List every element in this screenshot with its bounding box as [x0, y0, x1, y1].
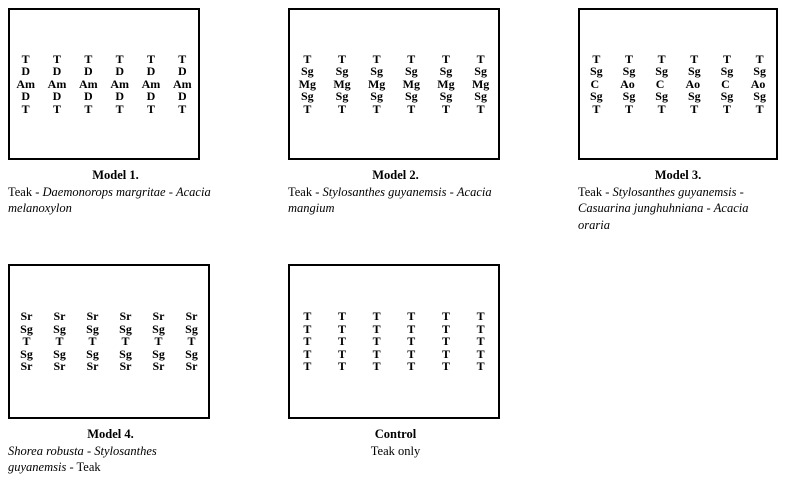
plot-cell: T	[722, 51, 731, 66]
plot-cell: T	[303, 346, 312, 361]
plot-cell: Am	[141, 76, 161, 91]
plot-cell: Mg	[471, 76, 490, 91]
plot-cell: D	[83, 64, 93, 79]
plot-cell: T	[657, 51, 666, 66]
plot-cell: C	[590, 76, 600, 91]
plot-cell: T	[441, 101, 450, 116]
plot-cell: Sg	[404, 89, 418, 104]
plot-cell: Am	[172, 76, 192, 91]
species-fragment: -	[83, 443, 95, 458]
plot-cell: Ao	[750, 76, 766, 91]
plot-cell: T	[592, 101, 601, 116]
species-fragment: Stylosanthes guyanemsis	[322, 184, 447, 199]
plot-cell: Mg	[333, 76, 351, 91]
plot-cell: Mg	[367, 76, 386, 91]
panel-model1	[8, 8, 223, 217]
panel-model4	[8, 264, 213, 476]
plot-cell: Sr	[119, 359, 132, 374]
plot-cell: T	[303, 334, 312, 349]
plot-cell: T	[372, 359, 381, 374]
plot-cell: Sg	[439, 89, 453, 104]
plot-cell: T	[755, 51, 764, 66]
plot-cell: T	[154, 334, 163, 349]
plot-row	[580, 53, 776, 66]
plot-cell: T	[52, 101, 61, 116]
plot-cell: Sg	[589, 64, 603, 79]
plot-cell: Sr	[86, 359, 99, 374]
plot-cell: D	[52, 64, 62, 79]
plot-cell: T	[84, 51, 93, 66]
plot-layout-control	[288, 264, 500, 419]
plot-row	[580, 78, 776, 91]
plot-cell: D	[177, 89, 187, 104]
plot-cell: Sg	[119, 346, 132, 361]
plot-cell: T	[337, 334, 346, 349]
plot-cell: C	[721, 76, 730, 91]
plot-cell: T	[372, 321, 381, 336]
plot-cell: T	[121, 334, 130, 349]
plot-cell: Sg	[53, 346, 66, 361]
plot-cell: T	[303, 321, 312, 336]
plot-cell: Sr	[86, 309, 99, 324]
panel-caption-model3	[578, 167, 778, 233]
plot-cell: T	[592, 51, 601, 66]
species-fragment: Teak -	[578, 184, 613, 199]
plot-cell: Sg	[753, 89, 766, 104]
panel-title-model4: Model 4.	[87, 427, 134, 441]
plot-cell: T	[337, 359, 346, 374]
plot-cell: T	[476, 51, 485, 66]
plot-cell: T	[115, 51, 124, 66]
plot-row	[290, 310, 498, 323]
plot-row	[10, 65, 198, 78]
plot-cell: Sr	[20, 309, 33, 324]
plot-cell: T	[476, 334, 485, 349]
plot-cell: T	[372, 101, 381, 116]
species-fragment: Teak -	[8, 184, 43, 199]
plot-cell: T	[690, 51, 699, 66]
species-fragment: Casuarina junghuhniana	[578, 201, 704, 215]
species-fragment: Acacia mangium	[288, 184, 492, 215]
plot-cell: Mg	[402, 76, 420, 91]
plot-cell: T	[476, 309, 485, 324]
panel-species-model2	[288, 184, 503, 217]
plot-cell: D	[115, 89, 124, 104]
plot-cell: T	[55, 334, 64, 349]
plot-cell: Sg	[439, 64, 453, 79]
plot-layout-model3	[578, 8, 778, 160]
plot-cell: Sg	[622, 64, 636, 79]
plot-cell: D	[146, 89, 156, 104]
plot-row	[10, 335, 208, 348]
plot-row	[290, 335, 498, 348]
plot-cell: T	[21, 101, 30, 116]
plot-row	[580, 90, 776, 103]
plot-cell: D	[146, 64, 156, 79]
panel-species-model4	[8, 443, 213, 476]
plot-layout-model1	[8, 8, 200, 160]
plot-cell: T	[52, 51, 61, 66]
plot-cell: T	[755, 101, 764, 116]
plot-cell: T	[337, 321, 346, 336]
plot-cell: T	[303, 101, 312, 116]
plot-cell: Sr	[185, 309, 198, 324]
plot-cell: Sg	[185, 321, 198, 336]
plot-cell: Sg	[370, 89, 383, 104]
panel-model3	[578, 8, 778, 233]
plot-row	[10, 348, 208, 361]
plot-row	[290, 323, 498, 336]
plot-cell: Am	[78, 76, 98, 91]
plot-row	[290, 360, 498, 373]
plot-cell: Mg	[298, 76, 316, 91]
plot-cell: T	[187, 334, 196, 349]
plot-row	[10, 90, 198, 103]
panel-species-control	[288, 443, 503, 460]
plot-row	[290, 78, 498, 91]
species-fragment: -	[703, 201, 714, 215]
plot-cell: Ao	[685, 76, 701, 91]
plot-cell: T	[407, 309, 416, 324]
plot-cell: T	[303, 51, 312, 66]
plot-cell: Ao	[620, 76, 635, 91]
plot-cell: T	[372, 309, 381, 324]
plot-cell: T	[441, 346, 450, 361]
plot-cell: T	[441, 321, 450, 336]
panel-title-model1: Model 1.	[92, 168, 139, 182]
plot-cell: Sg	[152, 346, 165, 361]
plot-cell: Sg	[622, 89, 636, 104]
plot-cell: T	[624, 101, 633, 116]
plot-layout-model4	[8, 264, 210, 419]
panel-caption-model4	[8, 426, 213, 476]
plot-cell: T	[441, 334, 450, 349]
plot-cell: T	[690, 101, 699, 116]
panel-model2	[288, 8, 503, 217]
plot-cell: Sg	[687, 89, 701, 104]
species-fragment: Stylosanthes guyanemsis	[612, 184, 737, 199]
plot-cell: D	[21, 89, 30, 104]
plot-row	[10, 360, 208, 373]
species-fragment: Acacia melanoxylon	[8, 184, 211, 215]
plot-cell: Sr	[20, 359, 33, 374]
plot-cell: Sg	[474, 89, 487, 104]
plot-cell: T	[407, 334, 416, 349]
plot-cell: Sg	[720, 64, 734, 79]
plot-cell: T	[178, 101, 187, 116]
panel-control	[288, 264, 503, 459]
species-fragment: -	[446, 184, 457, 199]
species-fragment: Acacia oraria	[578, 201, 749, 232]
plot-cell: T	[372, 346, 381, 361]
plot-cell: Sg	[335, 89, 349, 104]
plot-cell: T	[407, 51, 416, 66]
plot-row	[290, 103, 498, 116]
plot-cell: Sr	[119, 309, 132, 324]
plot-cell: Sg	[300, 89, 314, 104]
plot-cell: T	[407, 321, 416, 336]
plot-cell: Sg	[119, 321, 132, 336]
plot-cell: T	[476, 101, 485, 116]
panel-caption-model2	[288, 167, 503, 217]
plot-cell: Sr	[53, 359, 66, 374]
plot-row	[290, 348, 498, 361]
plot-cell: Sg	[20, 346, 33, 361]
plot-cell: Sg	[474, 64, 487, 79]
plot-cell: D	[177, 64, 187, 79]
plot-row	[290, 90, 498, 103]
plot-cell: T	[407, 346, 416, 361]
plot-cell: T	[624, 51, 633, 66]
plot-cell: T	[88, 334, 97, 349]
plot-cell: T	[407, 359, 416, 374]
species-fragment: Stylosanthes guyanemsis	[8, 443, 157, 474]
plot-cell: Sg	[589, 89, 603, 104]
plot-cell: D	[83, 89, 93, 104]
plot-cell: Sg	[53, 321, 66, 336]
plot-cell: T	[476, 359, 485, 374]
plot-cell: Sr	[152, 309, 165, 324]
plot-cell: T	[372, 334, 381, 349]
plot-cell: T	[178, 51, 187, 66]
species-fragment: -	[165, 184, 176, 199]
panel-species-model1	[8, 184, 223, 217]
plot-cell: Mg	[437, 76, 455, 91]
plot-cell: T	[337, 346, 346, 361]
plot-cell: Sg	[687, 64, 701, 79]
plot-cell: D	[52, 89, 62, 104]
panel-title-model2: Model 2.	[372, 168, 419, 182]
plot-row	[10, 53, 198, 66]
plot-cell: Sg	[655, 64, 668, 79]
plot-cell: T	[372, 51, 381, 66]
plot-cell: D	[21, 64, 30, 79]
panel-title-control: Control	[374, 427, 417, 441]
plot-row	[580, 65, 776, 78]
plot-cell: Sr	[152, 359, 165, 374]
plot-cell: C	[655, 76, 665, 91]
plot-cell: T	[84, 101, 93, 116]
plot-cell: T	[115, 101, 124, 116]
plot-cell: T	[657, 101, 666, 116]
plot-row	[10, 323, 208, 336]
plot-cell: Sg	[370, 64, 383, 79]
plot-cell: T	[441, 359, 450, 374]
plot-row	[10, 310, 208, 323]
plot-cell: Sg	[753, 64, 766, 79]
plot-cell: Sr	[185, 359, 198, 374]
species-fragment: Teak only	[370, 443, 421, 458]
plot-cell: Sg	[300, 64, 314, 79]
plot-row	[580, 103, 776, 116]
plot-cell: T	[476, 346, 485, 361]
plot-cell: T	[303, 359, 312, 374]
species-fragment: Daemonorops margritae	[42, 184, 166, 199]
species-fragment: - Teak	[66, 460, 101, 474]
plot-cell: T	[22, 334, 31, 349]
species-fragment: Shorea robusta	[8, 443, 84, 458]
plot-cell: Am	[16, 76, 35, 91]
plot-cell: Sg	[335, 64, 349, 79]
plot-cell: T	[441, 309, 450, 324]
plot-cell: T	[146, 51, 155, 66]
plot-cell: T	[722, 101, 731, 116]
plot-row	[10, 78, 198, 91]
plot-cell: Sg	[152, 321, 165, 336]
plot-cell: T	[476, 321, 485, 336]
plot-cell: Sg	[655, 89, 668, 104]
panel-caption-control	[288, 426, 503, 459]
plot-cell: Sg	[86, 321, 99, 336]
plot-cell: T	[337, 51, 346, 66]
plot-row	[10, 103, 198, 116]
panel-species-model3	[578, 184, 778, 234]
plot-cell: Am	[110, 76, 129, 91]
plot-cell: T	[407, 101, 416, 116]
plot-cell: Sg	[20, 321, 33, 336]
plot-cell: Sg	[86, 346, 99, 361]
species-fragment: -	[736, 184, 744, 199]
plot-cell: Sg	[404, 64, 418, 79]
plot-cell: T	[337, 309, 346, 324]
plot-cell: T	[441, 51, 450, 66]
plot-cell: Am	[47, 76, 67, 91]
plot-cell: T	[21, 51, 30, 66]
plot-cell: T	[303, 309, 312, 324]
plot-cell: D	[115, 64, 124, 79]
plot-cell: Sg	[185, 346, 198, 361]
panel-title-model3: Model 3.	[654, 168, 702, 182]
plot-cell: T	[146, 101, 155, 116]
plot-row	[290, 53, 498, 66]
plot-cell: T	[337, 101, 346, 116]
panel-caption-model1	[8, 167, 223, 217]
species-fragment: Teak -	[288, 184, 323, 199]
plot-cell: Sr	[53, 309, 66, 324]
plot-cell: Sg	[720, 89, 734, 104]
plot-row	[290, 65, 498, 78]
plot-layout-model2	[288, 8, 500, 160]
